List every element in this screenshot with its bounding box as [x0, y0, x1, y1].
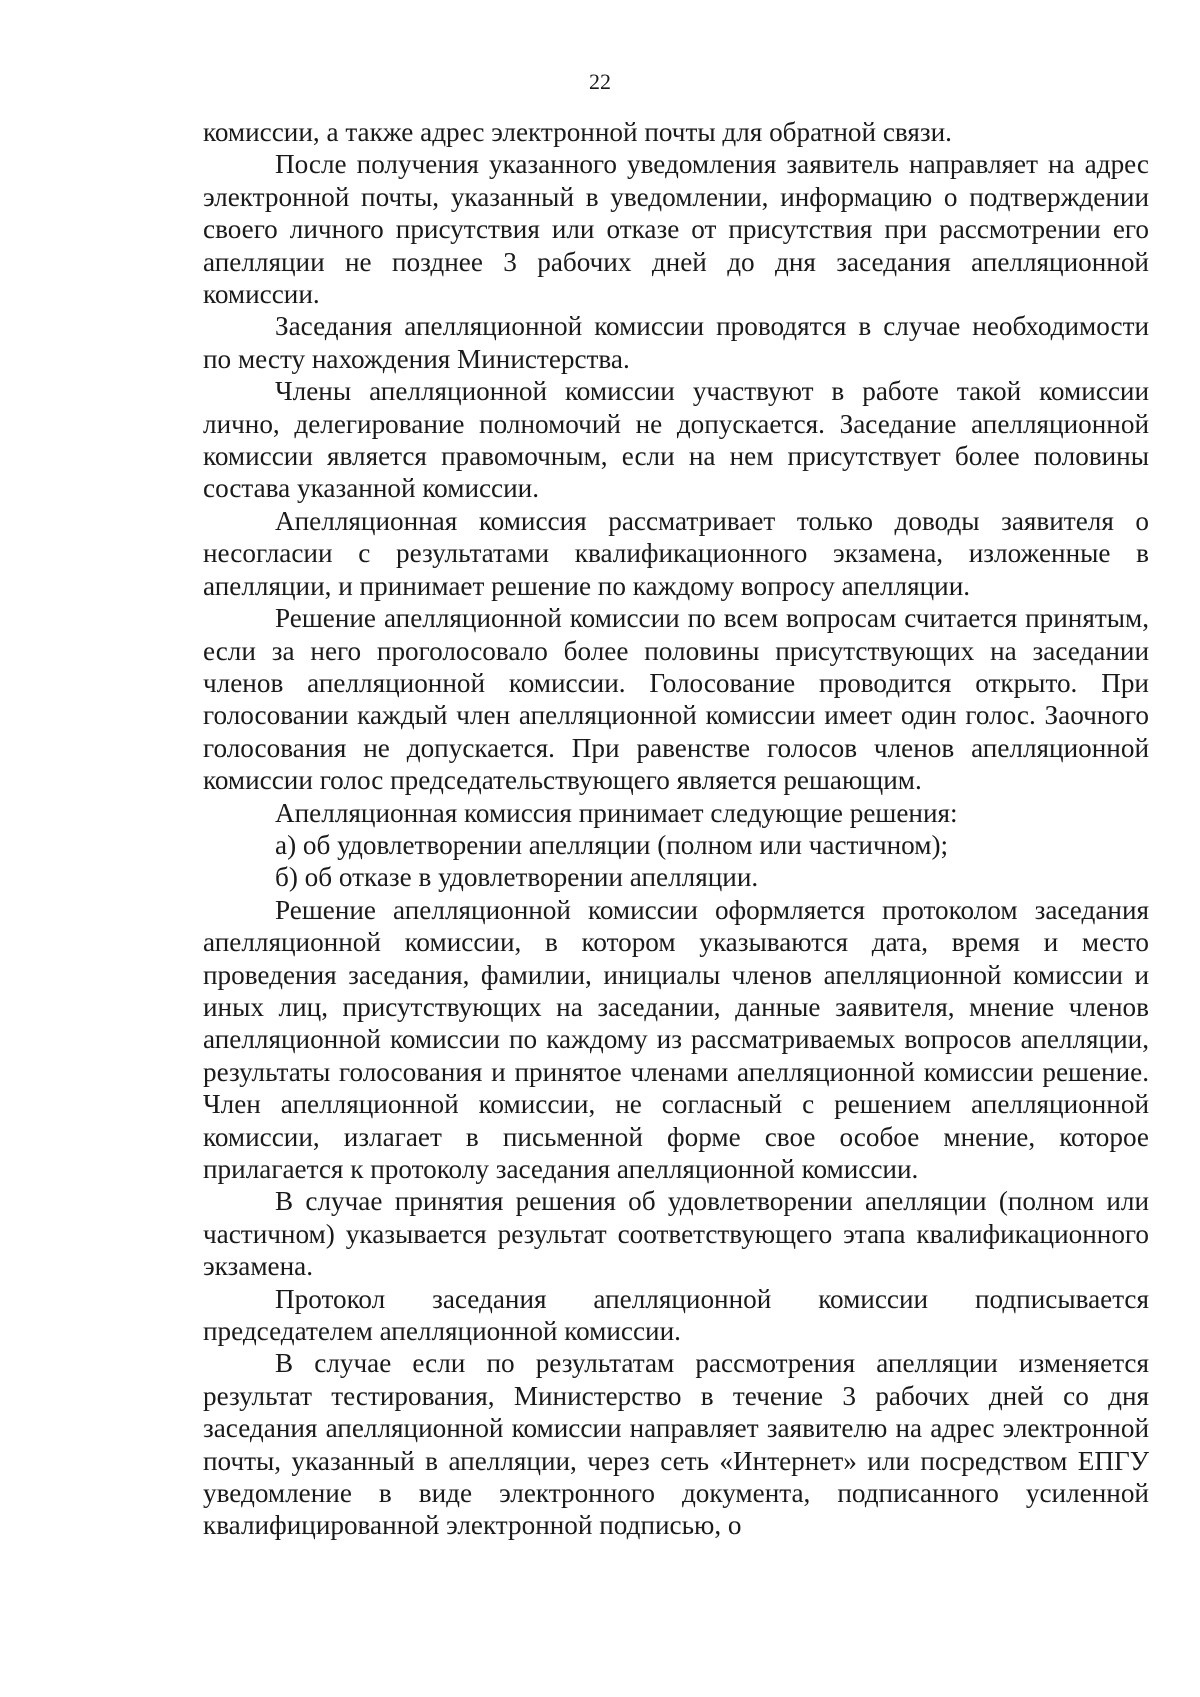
- paragraph-protocol-signature: Протокол заседания апелляционной комиссии подписывается председателем апелляционной комиссии.: [203, 1283, 1149, 1347]
- paragraph-decision-b: б) об отказе в удовлетворении апелляции.: [275, 862, 759, 893]
- paragraph-meeting-location: Заседания апелляционной комиссии проводятся в случае необходимости по месту нахождения Министерства.: [203, 311, 1149, 374]
- paragraph-decisions-intro: Апелляционная комиссия принимает следующие решения:: [275, 797, 958, 828]
- paragraph-continuation: комиссии, а также адрес электронной почты для обратной связи.: [203, 117, 952, 147]
- page-number: 22: [589, 69, 611, 94]
- document-body: [203, 116, 1149, 1542]
- paragraph-satisfaction-result: В случае принятия решения об удовлетворении апелляции (полном или частичном) указывается результат соответствующего этапа квалификационного экзамена.: [203, 1186, 1149, 1282]
- paragraph-notification-response: После получения указанного уведомления заявитель направляет на адрес электронной почты, указанный в уведомлении, информацию о подтверждении своего личного присутствия или отказе от присутствия при рассмотрении его апелляции не позднее 3 рабочих дней до дня заседания апелляционной комиссии.: [203, 149, 1149, 310]
- paragraph-decision-a: а) об удовлетворении апелляции (полном или частичном);: [275, 829, 949, 860]
- paragraph-result-change: В случае если по результатам рассмотрения апелляции изменяется результат тестирования, Министерство в течение 3 рабочих дней со дня заседания апелляционной комиссии направляет заявителю на адрес электронной почты, указанный в апелляции, через сеть «Интернет» или посредством ЕПГУ уведомление в виде электронного документа, подписанного усиленной квалифицированной электронной подписью, о: [203, 1348, 1149, 1541]
- paragraph-commission-scope: Апелляционная комиссия рассматривает только доводы заявителя о несогласии с результатами квалификационного экзамена, изложенные в апелляции, и принимает решение по каждому вопросу апелляции.: [203, 505, 1149, 601]
- paragraph-protocol: Решение апелляционной комиссии оформляется протоколом заседания апелляционной комиссии, в котором указываются дата, время и место проведения заседания, фамилии, инициалы членов апелляционной комиссии и иных лиц, присутствующих на заседании, данные заявителя, мнение членов апелляционной комиссии по каждому из рассматриваемых вопросов апелляции, результаты голосования и принятое членами апелляционной комиссии решение. Член апелляционной комиссии, не согласный с решением апелляционной комиссии, излагает в письменной форме свое особое мнение, которое прилагается к протоколу заседания апелляционной комиссии.: [203, 894, 1149, 1184]
- paragraph-voting: Решение апелляционной комиссии по всем вопросам считается принятым, если за него проголосовало более половины присутствующих на заседании членов апелляционной комиссии. Голосование проводится открыто. При голосовании каждый член апелляционной комиссии имеет один голос. Заочного голосования не допускается. При равенстве голосов членов апелляционной комиссии голос председательствующего является решающим.: [203, 603, 1149, 796]
- paragraph-commission-members: Члены апелляционной комиссии участвуют в работе такой комиссии лично, делегирование полномочий не допускается. Заседание апелляционной комиссии является правомочным, если на нем присутствует более половины состава указанной комиссии.: [203, 376, 1149, 504]
